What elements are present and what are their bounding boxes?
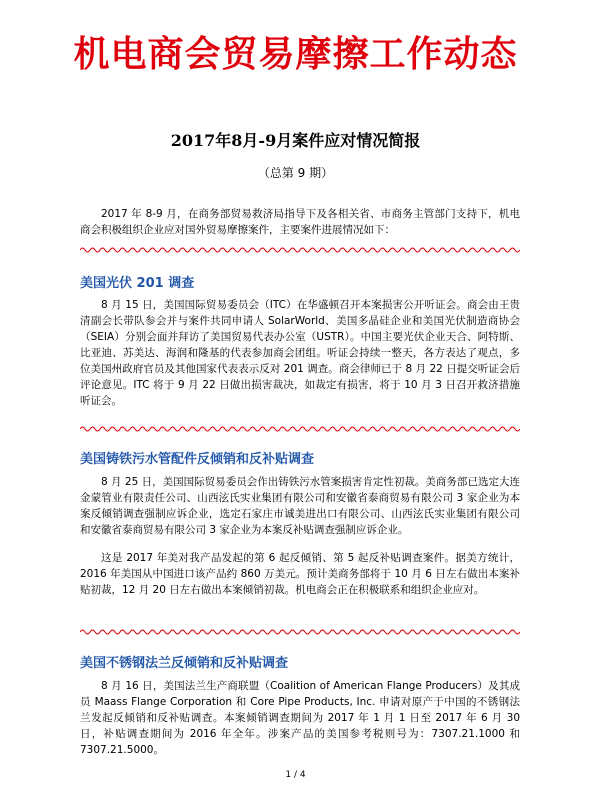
page-number: 1 / 4 <box>285 770 306 780</box>
issue-number: （总第 9 期） <box>257 166 334 180</box>
section-divider <box>80 628 520 636</box>
section-paragraph: 8 月 16 日，美国法兰生产商联盟（Coalition of American Flange Producers）及其成员 Maass Flange Corporation 和 Core Pipe Products, Inc. 申请对原产于中国的不锈钢法兰发起反倾销和反补贴调查。本案倾销调查期间为 2017 年 1 月 1 日至 2017 年 6 月 30 日，补贴调查期间为 2016 年全年。涉案产品的美国参考税则号为：7307.21.1000 和 7307.21.5000。 <box>80 680 520 756</box>
section-divider <box>80 246 520 254</box>
report-title: 2017年8月-9月案件应对情况简报 <box>170 131 421 150</box>
section-paragraph: 8 月 25 日，美国国际贸易委员会作出铸铁污水管案损害肯定性初裁。美商务部已选定大连金蒙管业有限责任公司、山西泫氏实业集团有限公司和安徽省泰商贸易有限公司 3 家企业为本案反倾销调查强制应诉企业，选定石家庄市诚美进出口有限公司、山西泫氏实业集团有限公司和安徽省泰商贸易有限公司 3 家企业为本案反补贴调查强制应诉企业。 <box>80 476 520 536</box>
section-title-cast-iron-pipe: 美国铸铁污水管配件反倾销和反补贴调查 <box>80 452 315 467</box>
section-title-solar-201: 美国光伏 201 调查 <box>80 276 195 291</box>
masthead-title: 机电商会贸易摩擦工作动态 <box>73 33 518 75</box>
section-divider <box>80 425 520 433</box>
section-title-stainless-flange: 美国不锈钢法兰反倾销和反补贴调查 <box>80 656 289 671</box>
section-paragraph: 这是 2017 年美对我产品发起的第 6 起反倾销、第 5 起反补贴调查案件。据美方统计，2016 年美国从中国进口该产品约 860 万美元。预计美商务部将于 10 月 6 日左右做出本案补贴初裁，12 月 20 日左右做出本案倾销初裁。机电商会正在积极联系和组织企业应对。 <box>80 552 520 596</box>
intro-paragraph: 2017 年 8-9 月，在商务部贸易救济局指导下及各相关省、市商务主管部门支持下，机电商会积极组织企业应对国外贸易摩擦案件，主要案件进展情况如下： <box>80 208 520 236</box>
section-paragraph: 8 月 15 日，美国国际贸易委员会（ITC）在华盛顿召开本案损害公开听证会。商会由王贵清副会长带队参会并与案件共同申请人 SolarWorld、美国多晶硅企业和美国光伏制造商协会（SEIA）分别会面并拜访了美国贸易代表办公室（USTR）。中国主要光伏企业天合、阿特斯、比亚迪、苏美达、海润和隆基的代表参加商会团组。听证会持续一整天，各方表达了观点，多位美国州政府官员及其他国家代表表示反对 201 调查。商会律师已于 8 月 22 日提交听证会后评论意见。ITC 将于 9 月 22 日做出损害裁决，如裁定有损害，将于 10 月 3 日召开救济措施听证会。 <box>80 299 520 407</box>
